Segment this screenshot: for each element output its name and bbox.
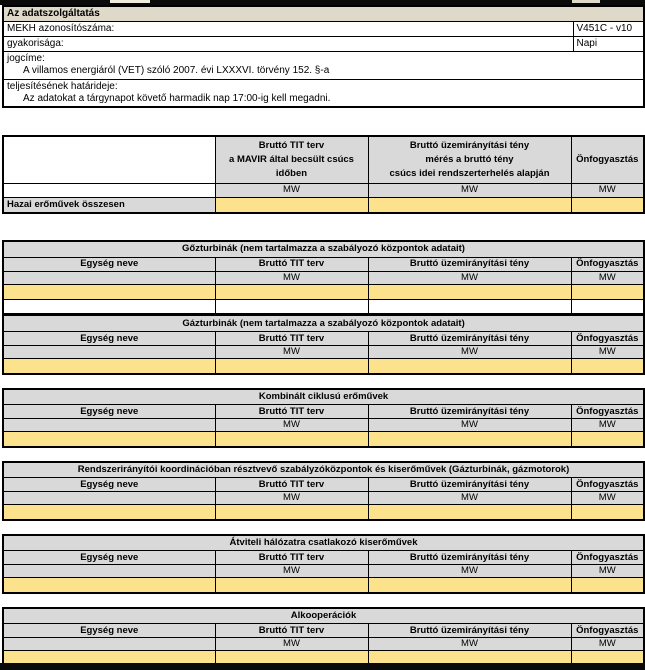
- summary-col-header-uzemiranyitasi: Bruttó üzemirányítási tény mérés a bruttó tény csúcs idei rendszerterhelés alapján: [368, 136, 571, 183]
- section-column-header: Bruttó üzemirányítási tény: [368, 405, 571, 419]
- section-unit-cell: [3, 492, 215, 505]
- section-column-header: Egység neve: [3, 405, 215, 419]
- clipped-band-gap: [110, 0, 150, 3]
- summary-total-input-onfogyasztas[interactable]: [571, 197, 644, 213]
- section-unit-cell: MW: [571, 271, 644, 284]
- section-column-header: Bruttó TIT terv: [215, 332, 368, 346]
- summary-unit-cell: MW: [215, 183, 368, 197]
- section-unit-cell: MW: [368, 565, 571, 578]
- section-unit-cell: MW: [368, 419, 571, 432]
- section-column-header: Egység neve: [3, 478, 215, 492]
- section-column-header: Egység neve: [3, 332, 215, 346]
- uzemiranyitasi-input-cell[interactable]: [368, 505, 571, 520]
- section-title: Alkooperációk: [3, 608, 644, 624]
- report-info-title: Az adatszolgáltatás: [3, 6, 644, 21]
- empty-spare-cell[interactable]: [571, 299, 644, 314]
- clipped-bottom-row-band: [0, 663, 645, 670]
- unit-name-input-cell[interactable]: [3, 284, 215, 299]
- section-unit-cell: MW: [571, 565, 644, 578]
- uzemiranyitasi-input-cell[interactable]: [368, 359, 571, 374]
- tit-terv-input-cell[interactable]: [215, 432, 368, 447]
- section-unit-cell: MW: [571, 492, 644, 505]
- onfogyasztas-input-cell[interactable]: [571, 359, 644, 374]
- section-column-header: Bruttó TIT terv: [215, 478, 368, 492]
- section-table: [2, 607, 645, 667]
- section-column-header: Egység neve: [3, 257, 215, 271]
- section-title: Gőzturbinák (nem tartalmazza a szabályozó központok adatait): [3, 241, 644, 257]
- section-unit-cell: MW: [215, 419, 368, 432]
- onfogyasztas-input-cell[interactable]: [571, 432, 644, 447]
- section-column-header: Egység neve: [3, 551, 215, 565]
- section-unit-cell: MW: [368, 638, 571, 651]
- section-column-header: Bruttó TIT terv: [215, 624, 368, 638]
- summary-total-row-label: Hazai erőművek összesen: [3, 197, 215, 213]
- section-column-header: Önfogyasztás: [571, 405, 644, 419]
- tit-terv-input-cell[interactable]: [215, 359, 368, 374]
- section-column-header: Bruttó TIT terv: [215, 551, 368, 565]
- section-unit-cell: [3, 271, 215, 284]
- mekh-id-value: V451C - v10: [573, 21, 644, 36]
- section-column-header: Önfogyasztás: [571, 478, 644, 492]
- onfogyasztas-input-cell[interactable]: [571, 578, 644, 593]
- summary-empty-unit-cell: [3, 183, 215, 197]
- section-title: Gázturbinák (nem tartalmazza a szabályozó központok adatait): [3, 316, 644, 332]
- legal-basis-label: jogcíme:: [7, 53, 45, 64]
- section-column-header: Bruttó üzemirányítási tény: [368, 551, 571, 565]
- section-unit-cell: [3, 346, 215, 359]
- tit-terv-input-cell[interactable]: [215, 505, 368, 520]
- section-title: Kombinált ciklusú erőművek: [3, 389, 644, 405]
- section-column-header: Önfogyasztás: [571, 624, 644, 638]
- deadline-value: Az adatokat a tárgynapot követő harmadik nap 17:00-ig kell megadni.: [23, 92, 331, 104]
- clipped-band-gap: [572, 0, 600, 3]
- section-title: Rendszerirányítói koordinációban résztvevő szabályzóközpontok és kiserőművek (Gázturbinák, gázmotorok): [3, 462, 644, 478]
- section-column-header: Bruttó üzemirányítási tény: [368, 624, 571, 638]
- summary-unit-cell: MW: [368, 183, 571, 197]
- tit-terv-input-cell[interactable]: [215, 284, 368, 299]
- legal-basis-value: A villamos energiáról (VET) szóló 2007. évi LXXXVI. törvény 152. §-a: [23, 65, 330, 76]
- empty-spare-cell[interactable]: [3, 299, 215, 314]
- unit-name-input-cell[interactable]: [3, 359, 215, 374]
- uzemiranyitasi-input-cell[interactable]: [368, 432, 571, 447]
- uzemiranyitasi-input-cell[interactable]: [368, 578, 571, 593]
- section-unit-cell: MW: [215, 638, 368, 651]
- frequency-value: Napi: [573, 36, 644, 51]
- onfogyasztas-input-cell[interactable]: [571, 284, 644, 299]
- summary-empty-corner-cell: [3, 136, 215, 183]
- summary-col-header-tit-terv: Bruttó TIT terv a MAVIR által becsült csúcs időben: [215, 136, 368, 183]
- section-unit-cell: [3, 565, 215, 578]
- section-column-header: Bruttó üzemirányítási tény: [368, 478, 571, 492]
- empty-spare-cell[interactable]: [215, 299, 368, 314]
- section-unit-cell: MW: [215, 492, 368, 505]
- unit-name-input-cell[interactable]: [3, 578, 215, 593]
- section-column-header: Önfogyasztás: [571, 551, 644, 565]
- section-unit-cell: MW: [215, 271, 368, 284]
- uzemiranyitasi-input-cell[interactable]: [368, 284, 571, 299]
- section-column-header: Bruttó üzemirányítási tény: [368, 257, 571, 271]
- section-unit-cell: MW: [368, 271, 571, 284]
- summary-total-input-uzemiranyitasi[interactable]: [368, 197, 571, 213]
- section-column-header: Egység neve: [3, 624, 215, 638]
- unit-name-input-cell[interactable]: [3, 505, 215, 520]
- mekh-id-label: MEKH azonosítószáma:: [3, 21, 573, 36]
- section-unit-cell: [3, 419, 215, 432]
- deadline-label: teljesítésének határideje:: [7, 80, 118, 92]
- section-table: [2, 461, 645, 521]
- summary-unit-cell: MW: [571, 183, 644, 197]
- summary-col-header-onfogyasztas: Önfogyasztás: [571, 136, 644, 183]
- frequency-label: gyakorisága:: [3, 36, 573, 51]
- unit-name-input-cell[interactable]: [3, 432, 215, 447]
- report-info-table: [2, 5, 645, 108]
- section-column-header: Önfogyasztás: [571, 257, 644, 271]
- section-unit-cell: [3, 638, 215, 651]
- section-unit-cell: MW: [571, 346, 644, 359]
- section-table: [2, 388, 645, 448]
- section-column-header: Bruttó TIT terv: [215, 257, 368, 271]
- summary-total-input-tit-terv[interactable]: [215, 197, 368, 213]
- empty-spare-cell[interactable]: [368, 299, 571, 314]
- section-title: Átviteli hálózatra csatlakozó kiserőművek: [3, 535, 644, 551]
- section-table: [2, 534, 645, 594]
- section-unit-cell: MW: [571, 638, 644, 651]
- onfogyasztas-input-cell[interactable]: [571, 505, 644, 520]
- section-unit-cell: MW: [215, 565, 368, 578]
- section-unit-cell: MW: [368, 492, 571, 505]
- section-column-header: Bruttó üzemirányítási tény: [368, 332, 571, 346]
- section-unit-cell: MW: [368, 346, 571, 359]
- section-table: [2, 315, 645, 375]
- national-total-table: [2, 135, 645, 214]
- sections: [2, 240, 643, 667]
- tit-terv-input-cell[interactable]: [215, 578, 368, 593]
- section-table: [2, 240, 645, 315]
- section-column-header: Önfogyasztás: [571, 332, 644, 346]
- section-column-header: Bruttó TIT terv: [215, 405, 368, 419]
- section-unit-cell: MW: [571, 419, 644, 432]
- section-unit-cell: MW: [215, 346, 368, 359]
